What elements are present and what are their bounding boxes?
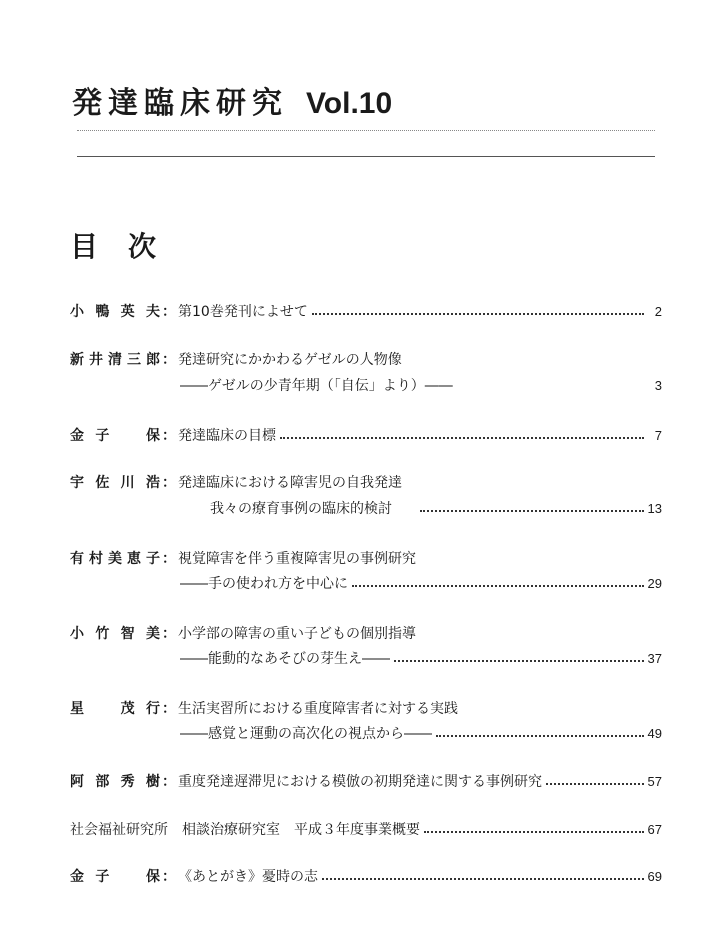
entry-page: 3 [654, 378, 662, 393]
entry-colon: ： [162, 701, 176, 717]
entry-subtitle: ――感覚と運動の高次化の視点から―― [180, 726, 432, 742]
entry-title: 社会福祉研究所 相談治療研究室 平成３年度事業概要 [70, 822, 420, 838]
volume-label: Vol.10 [306, 87, 393, 120]
entry-title: 《あとがき》憂時の志 [178, 869, 318, 885]
entry-page: 37 [647, 651, 662, 666]
toc-entry[interactable] [70, 300, 662, 324]
entry-subtitle: ――手の使われ方を中心に [180, 576, 348, 592]
toc-entry[interactable] [70, 348, 662, 372]
entry-page: 2 [654, 304, 662, 319]
toc-entry[interactable] [70, 471, 662, 495]
toc-heading: 目次 [70, 230, 187, 263]
toc-entry[interactable] [70, 818, 662, 842]
entry-colon: ： [162, 774, 176, 790]
entry-author: 阿部秀樹 [70, 774, 160, 790]
entry-colon: ： [162, 304, 176, 320]
entry-author: 有村美恵子 [70, 551, 160, 567]
header-solid-rule [77, 156, 655, 157]
dot-leader [436, 735, 644, 737]
dot-leader [420, 510, 644, 512]
entry-colon: ： [162, 428, 176, 444]
entry-page: 13 [647, 501, 662, 516]
toc-entry-subtitle-line[interactable] [70, 572, 662, 596]
dot-leader [424, 831, 644, 833]
entry-author: 金子 保 [70, 869, 160, 885]
entry-page: 29 [647, 576, 662, 591]
header-dotted-rule [77, 130, 655, 131]
toc-entry[interactable] [70, 622, 662, 646]
journal-title [72, 84, 392, 124]
entry-title: 視覚障害を伴う重複障害児の事例研究 [178, 551, 416, 567]
entry-page: 67 [647, 822, 662, 837]
entry-author: 新井清三郎 [70, 352, 160, 368]
entry-title: 発達臨床における障害児の自我発達 [178, 475, 402, 491]
entry-colon: ： [162, 551, 176, 567]
entry-title: 発達臨床の目標 [178, 428, 276, 444]
entry-title: 小学部の障害の重い子どもの個別指導 [178, 626, 416, 642]
toc-entry[interactable] [70, 547, 662, 571]
toc-entry[interactable] [70, 697, 662, 721]
entry-page: 49 [647, 726, 662, 741]
toc-entry-subtitle-line[interactable] [70, 374, 662, 398]
toc-entry-subtitle-line[interactable] [70, 722, 662, 746]
journal-name: 発達臨床研究 [72, 86, 288, 121]
entry-title: 発達研究にかかわるゲゼルの人物像 [178, 352, 402, 368]
entry-colon: ： [162, 626, 176, 642]
entry-author: 小鴨英夫 [70, 304, 160, 320]
entry-subtitle: ――能動的なあそびの芽生え―― [180, 651, 390, 667]
entry-title: 第10巻発刊によせて [178, 304, 308, 320]
toc-entry-subtitle-line[interactable] [70, 497, 662, 521]
dot-leader [546, 783, 644, 785]
dot-leader [352, 585, 644, 587]
entry-author: 金子 保 [70, 428, 160, 444]
entry-page: 69 [647, 869, 662, 884]
toc-entry-subtitle-line[interactable] [70, 647, 662, 671]
dot-leader [394, 660, 644, 662]
entry-author: 星 茂行 [70, 701, 160, 717]
entry-colon: ： [162, 475, 176, 491]
entry-title: 重度発達遅滞児における模倣の初期発達に関する事例研究 [178, 774, 542, 790]
entry-author: 宇佐川浩 [70, 475, 160, 491]
toc-entry[interactable] [70, 424, 662, 448]
entry-author: 小竹智美 [70, 626, 160, 642]
entry-page: 57 [647, 774, 662, 789]
toc-entry[interactable] [70, 865, 662, 889]
entry-colon: ： [162, 869, 176, 885]
entry-subtitle: ――ゲゼルの少青年期（「自伝」より）―― [180, 378, 453, 394]
entry-colon: ： [162, 352, 176, 368]
entry-subtitle: 我々の療育事例の臨床的検討 [210, 501, 392, 517]
dot-leader [312, 313, 644, 315]
dot-leader [322, 878, 644, 880]
entry-title: 生活実習所における重度障害者に対する実践 [178, 701, 458, 717]
entry-page: 7 [654, 428, 662, 443]
dot-leader [280, 437, 644, 439]
toc-entry[interactable] [70, 770, 662, 794]
